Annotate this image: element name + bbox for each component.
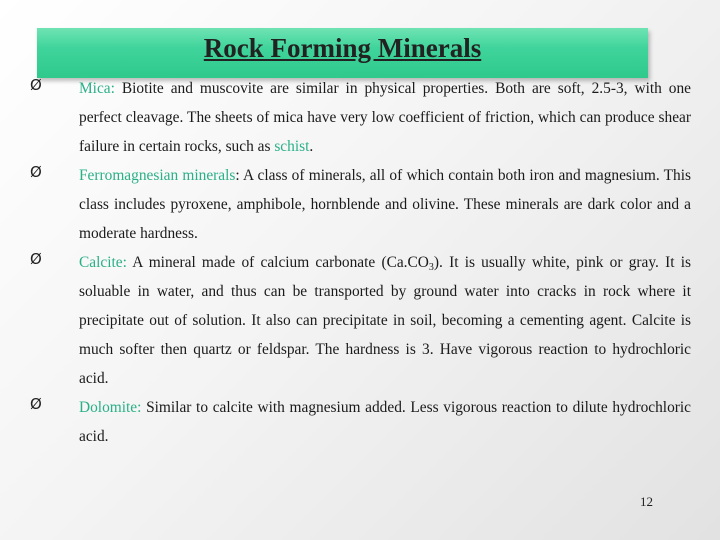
bullet-body-end: ). It is usually white, pink or gray. It is soluable in water, and thus can be transported by ground water into cracks in rock where it precipitate out of solution. It also can precipitate in soil, becoming a cementing agent. Calcite is much softer then quartz or feldspar. The hardness is 3. Have vigorous reaction to hydrochloric acid.: [79, 254, 691, 387]
bullet-body: Biotite and muscovite are similar in physical properties. Both are soft, 2.5-3, with one perfect cleavage. The sheets of mica have very low coefficient of friction, which can produce shear failure in certain rocks, such as: [79, 80, 691, 155]
bullet-text: [79, 248, 691, 393]
page-number: 12: [640, 494, 653, 509]
title-banner: [37, 28, 648, 78]
term-schist: schist: [274, 138, 310, 155]
bullet-body: Similar to calcite with magnesium added. Less vigorous reaction to dilute hydrochloric acid.: [79, 399, 691, 445]
bullet-mica: [0, 74, 720, 161]
bullet-body: A mineral made of calcium carbonate (Ca.CO: [126, 254, 429, 271]
slide-title: Rock Forming Minerals: [203, 33, 482, 63]
bullet-text: [79, 393, 691, 451]
bullet-body: : A class of minerals, all of which contain both iron and magnesium. This class includes pyroxene, amphibole, hornblende and olivine. These minerals are dark color and a moderate hardness.: [79, 167, 692, 242]
bullet-text: [79, 74, 691, 161]
term-dolomite: Dolomite:: [79, 399, 142, 416]
bullet-ferromagnesian: [0, 161, 720, 248]
bullet-text: [79, 161, 691, 248]
bullet-list: [0, 74, 720, 451]
term-ferromagnesian: Ferromagnesian minerals: [79, 167, 236, 184]
term-calcite: Calcite:: [79, 254, 127, 271]
bullet-dolomite: [0, 393, 720, 451]
arrow-bullet-icon: Ø: [30, 250, 42, 268]
arrow-bullet-icon: Ø: [30, 163, 42, 181]
term-mica: Mica:: [79, 80, 115, 97]
formula-subscript: 3: [428, 262, 434, 273]
bullet-calcite: [0, 248, 720, 393]
bullet-body-end: .: [309, 138, 314, 155]
arrow-bullet-icon: Ø: [30, 395, 42, 413]
arrow-bullet-icon: Ø: [30, 76, 42, 94]
